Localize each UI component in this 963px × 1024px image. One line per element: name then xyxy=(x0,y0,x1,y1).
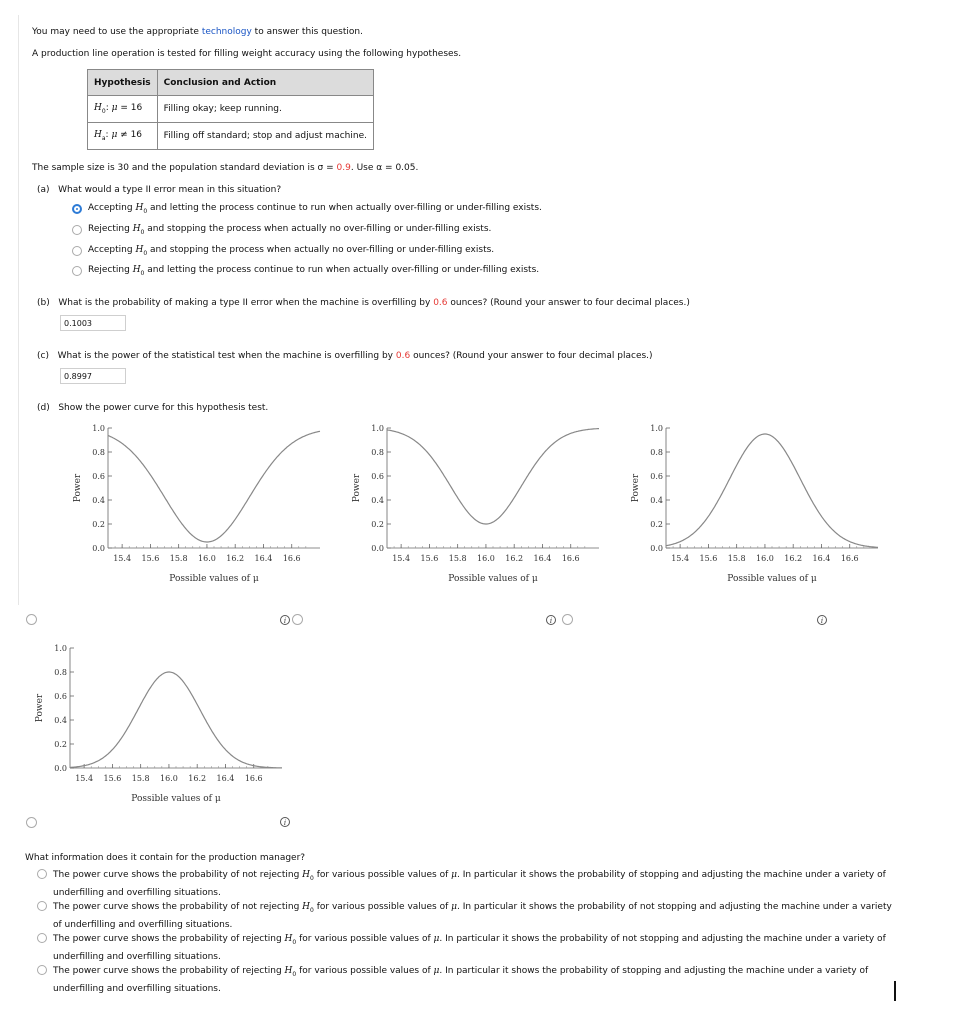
part-c-amount: 0.6 xyxy=(395,351,411,361)
x-tick-label: 16.0 xyxy=(198,554,216,563)
intro-line-2: A production line operation is tested for filling weight accuracy using the following hypotheses. xyxy=(32,49,462,59)
part-b-question xyxy=(37,298,690,308)
y-tick-label: 0.4 xyxy=(650,496,663,505)
x-tick-label: 16.2 xyxy=(226,554,245,563)
radio-icon[interactable] xyxy=(72,246,82,256)
part-c-answer-field[interactable]: 0.8997 xyxy=(60,368,126,384)
part-d-label: (d) xyxy=(37,403,50,413)
x-tick-label: 15.8 xyxy=(448,554,467,563)
power-curve-chart-1 xyxy=(58,418,328,593)
intro-line-1 xyxy=(32,27,363,37)
y-tick-label: 0.6 xyxy=(54,692,67,701)
part-d-text: Show the power curve for this hypothesis test. xyxy=(58,403,269,413)
y-tick-label: 0.8 xyxy=(92,448,105,457)
x-tick-label: 16.2 xyxy=(784,554,803,563)
radio-icon[interactable] xyxy=(37,901,47,911)
part-d-option-label: The power curve shows the probability of rejecting $H_0$ for various possible values of μ. In particular it shows the probability of stopping and adjusting the machine under a variety of underfilling and overfilling situations. xyxy=(53,966,869,994)
part-b-answer-field[interactable]: 0.1003 xyxy=(60,315,126,331)
y-axis-label: Power xyxy=(352,473,362,503)
x-tick-label: 15.8 xyxy=(169,554,188,563)
null-hypothesis-cell: $H_0$: μ = 16 xyxy=(88,96,158,123)
part-d-option-1[interactable] xyxy=(37,868,897,900)
part-c-question xyxy=(37,351,653,361)
y-tick-label: 0.4 xyxy=(92,496,105,505)
radio-icon[interactable] xyxy=(37,965,47,975)
alt-action-cell: Filling off standard; stop and adjust machine. xyxy=(157,123,373,150)
part-b-label: (b) xyxy=(37,298,50,308)
technology-link[interactable]: technology xyxy=(201,27,252,37)
x-axis-label: Possible values of μ xyxy=(448,574,538,584)
x-tick-label: 15.6 xyxy=(699,554,718,563)
chart-4-info-icon[interactable]: i xyxy=(280,817,290,827)
y-tick-label: 0.6 xyxy=(92,472,105,481)
y-tick-label: 1.0 xyxy=(92,424,105,433)
y-axis-label: Power xyxy=(73,473,83,503)
chart-2-info-icon[interactable]: i xyxy=(546,615,556,625)
y-tick-label: 0.0 xyxy=(650,544,663,553)
intro-text: You may need to use the appropriate xyxy=(32,27,202,37)
part-a-option-4[interactable] xyxy=(72,265,539,277)
part-d-question xyxy=(37,403,268,413)
part-b-text: What is the probability of making a type II error when the machine is overfilling by xyxy=(58,298,434,308)
y-tick-label: 0.8 xyxy=(371,448,384,457)
x-tick-label: 15.8 xyxy=(727,554,746,563)
x-tick-label: 16.4 xyxy=(254,554,273,563)
chart-1-info-icon[interactable]: i xyxy=(280,615,290,625)
part-c-text: What is the power of the statistical test when the machine is overfilling by xyxy=(57,351,396,361)
x-tick-label: 16.6 xyxy=(840,554,859,563)
radio-selected-icon[interactable] xyxy=(72,204,82,214)
x-tick-label: 15.4 xyxy=(113,554,132,563)
part-c-text-end: ounces? (Round your answer to four decimal places.) xyxy=(410,351,653,361)
sample-statement xyxy=(32,163,418,173)
x-axis-label: Possible values of μ xyxy=(169,574,259,584)
x-tick-label: 16.0 xyxy=(160,774,178,783)
x-tick-label: 15.4 xyxy=(671,554,690,563)
x-tick-label: 15.6 xyxy=(141,554,160,563)
radio-icon[interactable] xyxy=(72,225,82,235)
table-row xyxy=(88,123,374,150)
radio-icon[interactable] xyxy=(37,933,47,943)
x-axis-label: Possible values of μ xyxy=(131,794,221,804)
y-tick-label: 1.0 xyxy=(371,424,384,433)
x-tick-label: 15.6 xyxy=(420,554,439,563)
x-tick-label: 15.6 xyxy=(103,774,122,783)
y-tick-label: 0.0 xyxy=(371,544,384,553)
left-rule xyxy=(18,15,19,605)
y-tick-label: 0.8 xyxy=(650,448,663,457)
y-tick-label: 0.2 xyxy=(54,740,67,749)
part-d-option-2[interactable] xyxy=(37,900,897,932)
table-row xyxy=(88,96,374,123)
y-tick-label: 0.0 xyxy=(92,544,105,553)
power-curve-line xyxy=(666,434,878,547)
y-tick-label: 0.4 xyxy=(371,496,384,505)
y-tick-label: 0.6 xyxy=(650,472,663,481)
y-tick-label: 0.2 xyxy=(650,520,663,529)
part-a-text: What would a type II error mean in this situation? xyxy=(58,185,282,195)
null-action-cell: Filling okay; keep running. xyxy=(157,96,373,123)
y-tick-label: 1.0 xyxy=(650,424,663,433)
part-b-amount: 0.6 xyxy=(433,298,448,308)
sigma-value: 0.9 xyxy=(336,163,351,173)
x-tick-label: 15.4 xyxy=(75,774,94,783)
part-a-option-3[interactable] xyxy=(72,245,494,257)
x-tick-label: 15.4 xyxy=(392,554,411,563)
table-header-action: Conclusion and Action xyxy=(157,70,373,96)
part-a-option-label: Accepting $H_0$ and letting the process continue to run when actually over-filling or under-filling exists. xyxy=(88,203,542,215)
part-a-option-1[interactable] xyxy=(72,203,542,215)
power-curve-line xyxy=(70,672,282,768)
y-axis-label: Power xyxy=(631,473,641,503)
power-curve-chart-4 xyxy=(20,638,290,813)
part-a-question xyxy=(37,185,281,195)
part-a-option-label: Rejecting $H_0$ and letting the process continue to run when actually over-filling or under-filling exists. xyxy=(88,265,540,277)
sample-text: The sample size is 30 and the population standard deviation is σ = xyxy=(32,163,337,173)
y-tick-label: 1.0 xyxy=(54,644,67,653)
chart-1-radio[interactable] xyxy=(26,614,37,625)
table-header-hypothesis: Hypothesis xyxy=(88,70,158,96)
intro-text-end: to answer this question. xyxy=(251,27,363,37)
part-a-option-2[interactable] xyxy=(72,224,491,236)
x-tick-label: 16.2 xyxy=(505,554,524,563)
power-curve-line xyxy=(387,429,599,524)
x-tick-label: 16.4 xyxy=(812,554,831,563)
text-cursor xyxy=(894,981,896,1001)
part-a-label: (a) xyxy=(37,185,50,195)
power-curve-chart-2 xyxy=(337,418,607,593)
chart-4-radio[interactable] xyxy=(26,817,37,828)
y-tick-label: 0.6 xyxy=(371,472,384,481)
x-tick-label: 16.0 xyxy=(477,554,495,563)
chart-3-radio[interactable] xyxy=(562,614,573,625)
y-tick-label: 0.4 xyxy=(54,716,67,725)
x-tick-label: 16.4 xyxy=(533,554,552,563)
chart-3-info-icon[interactable]: i xyxy=(817,615,827,625)
follow-up-question: What information does it contain for the production manager? xyxy=(25,853,306,863)
power-curve-chart-3 xyxy=(616,418,886,593)
radio-icon[interactable] xyxy=(72,266,82,276)
part-d-option-label: The power curve shows the probability of not rejecting $H_0$ for various possible values of μ. In particular it shows the probability of not stopping and adjusting the machine under a variety of underfilling and overfilling situations. xyxy=(53,902,892,930)
x-tick-label: 16.4 xyxy=(216,774,235,783)
y-axis-label: Power xyxy=(35,693,45,723)
x-tick-label: 16.6 xyxy=(244,774,263,783)
x-tick-label: 15.8 xyxy=(131,774,150,783)
x-tick-label: 16.0 xyxy=(756,554,774,563)
chart-2-radio[interactable] xyxy=(292,614,303,625)
y-tick-label: 0.8 xyxy=(54,668,67,677)
part-d-option-4[interactable] xyxy=(37,964,897,996)
y-tick-label: 0.0 xyxy=(54,764,67,773)
alt-hypothesis-cell: $H_a$: μ ≠ 16 xyxy=(88,123,158,150)
power-curve-line xyxy=(108,431,320,542)
part-d-option-3[interactable] xyxy=(37,932,897,964)
part-b-text-end: ounces? (Round your answer to four decimal places.) xyxy=(447,298,690,308)
x-tick-label: 16.6 xyxy=(561,554,580,563)
sample-text-end: . Use α = 0.05. xyxy=(350,163,419,173)
y-tick-label: 0.2 xyxy=(371,520,384,529)
hypothesis-table xyxy=(87,69,374,150)
y-tick-label: 0.2 xyxy=(92,520,105,529)
part-a-option-label: Accepting $H_0$ and stopping the process when actually no over-filling or under-filling exists. xyxy=(88,245,495,257)
radio-icon[interactable] xyxy=(37,869,47,879)
x-tick-label: 16.2 xyxy=(188,774,207,783)
part-a-option-label: Rejecting $H_0$ and stopping the process when actually no over-filling or under-filling exists. xyxy=(88,224,492,236)
part-d-option-label: The power curve shows the probability of rejecting $H_0$ for various possible values of μ. In particular it shows the probability of not stopping and adjusting the machine under a variety of underfilling and overfilling situations. xyxy=(53,934,886,962)
part-c-label: (c) xyxy=(37,351,49,361)
part-d-option-label: The power curve shows the probability of not rejecting $H_0$ for various possible values of μ. In particular it shows the probability of stopping and adjusting the machine under a variety of underfilling and overfilling situations. xyxy=(53,870,886,898)
x-tick-label: 16.6 xyxy=(282,554,301,563)
x-axis-label: Possible values of μ xyxy=(727,574,817,584)
